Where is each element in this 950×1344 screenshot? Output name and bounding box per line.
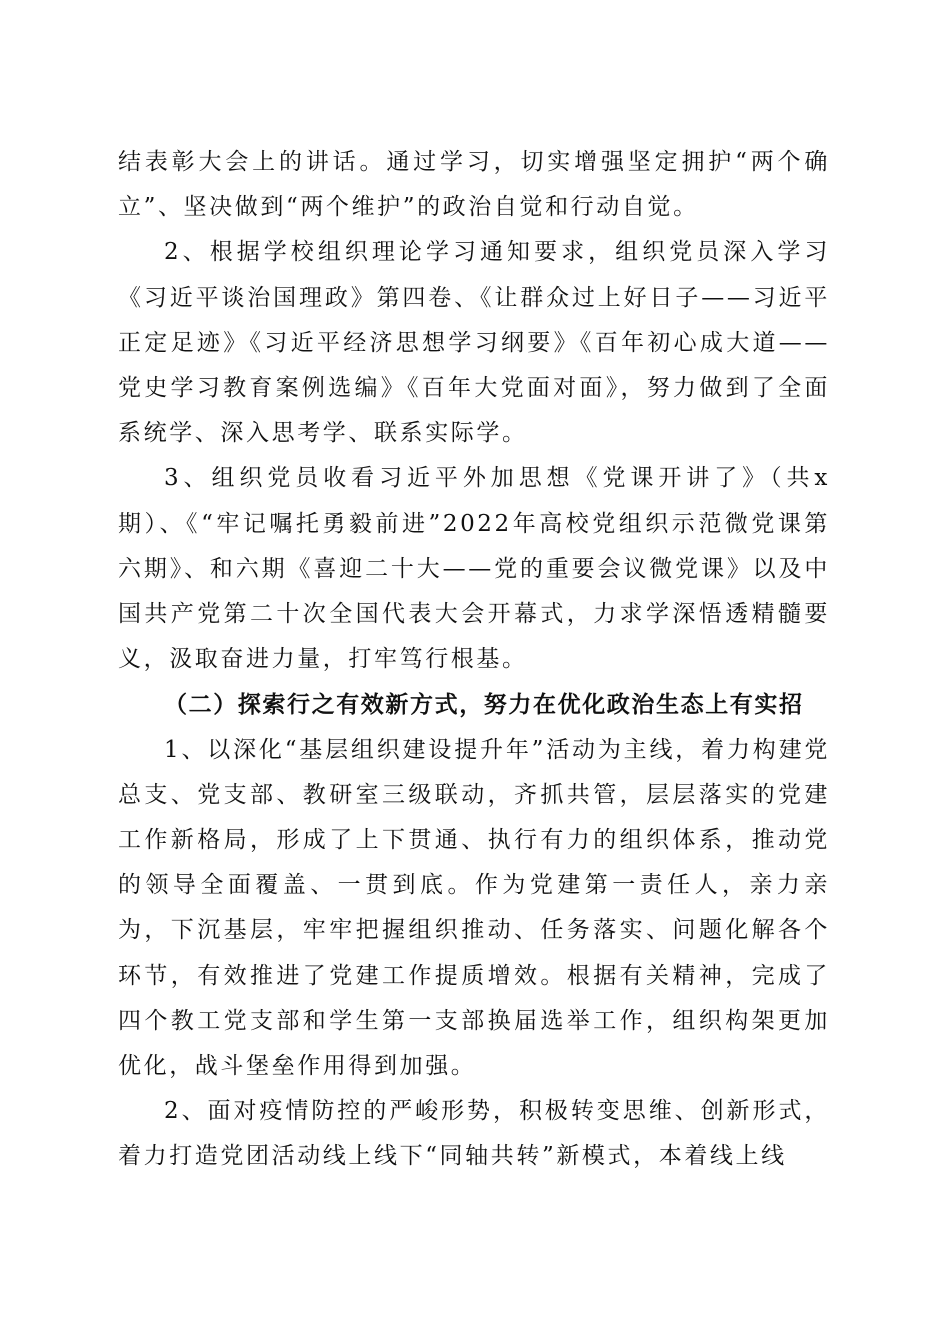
paragraph-item-1: 1、以深化“基层组织建设提升年”活动为主线，着力构建党总支、党支部、教研室三级联动，齐抓共管，层层落实的党建工作新格局，形成了上下贯通、执行有力的组织体系，推动党的领导全面覆盖、一贯到底。作为党建第一责任人，亲力亲为，下沉基层，牢牢把握组织推动、任务落实、问题化解各个环节，有效推进了党建工作提质增效。根据有关精神，完成了四个教工党支部和学生第一支部换届选举工作，组织构架更加优化，战斗堡垒作用得到加强。 [118,736,830,1080]
paragraph-continuation: 结表彰大会上的讲话。通过学习，切实增强坚定拥护“两个确立”、坚决做到“两个维护”的政治自觉和行动自觉。 [118,149,830,221]
document-body [118,140,830,1180]
section-heading: （二）探索行之有效新方式，努力在优化政治生态上有实招 [164,691,804,719]
paragraph-item-2: 2、根据学校组织理论学习通知要求，组织党员深入学习《习近平谈治国理政》第四卷、《让群众过上好日子——习近平正定足迹》《习近平经济思想学习纲要》《百年初心成大道——党史学习教育案例选编》《百年大党面对面》，努力做到了全面系统学、深入思考学、联系实际学。 [118,239,830,447]
paragraph-item-3: 3、组织党员收看习近平外加思想《党课开讲了》（共x期）、《“牢记嘱托勇毅前进”2022年高校党组织示范微党课第六期》、和六期《喜迎二十大——党的重要会议微党课》以及中国共产党第二十次全国代表大会开幕式，力求学深悟透精髓要义，汲取奋进力量，打牢笃行根基。 [118,465,830,673]
paragraph-item-2-b: 2、面对疫情防控的严峻形势，积极转变思维、创新形式，着力打造党团活动线上线下“同轴共转”新模式，本着线上线 [118,1098,830,1170]
